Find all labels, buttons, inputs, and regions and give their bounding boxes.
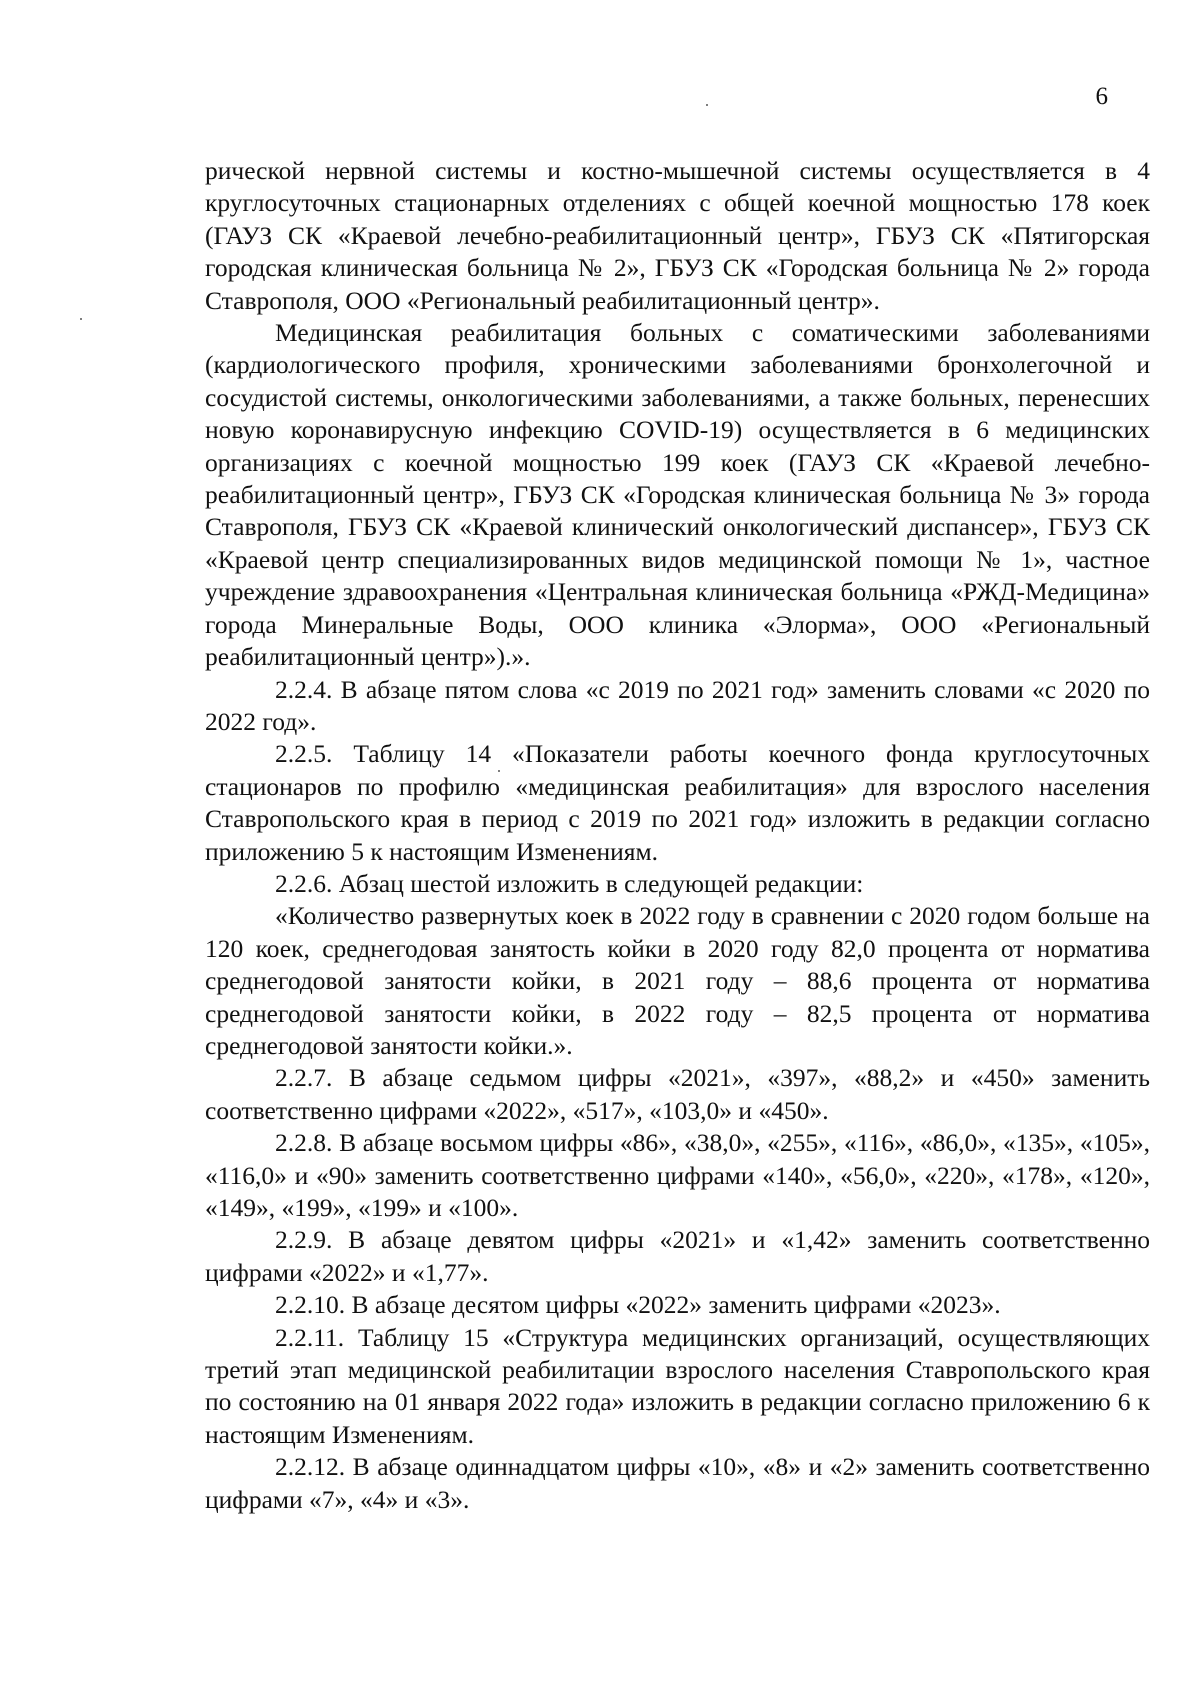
paragraph-2-2-6: 2.2.6. Абзац шестой изложить в следующей редакции: xyxy=(275,868,864,898)
paragraph-continuation: рической нервной системы и костно-мышечной системы осуществляется в 4 круглосуточных стационарных отделениях с общей коечной мощностью 178 коек (ГАУЗ СК «Краевой лечебно-реабилитационный центр», ГБУЗ СК «Пятигорская городская клиническая больница № 2», ГБУЗ СК «Городская больница № 2» города Ставрополя, ООО «Региональный реабилитационный центр». xyxy=(205,156,1150,315)
scan-speck xyxy=(498,770,500,772)
paragraph-2-2-5: 2.2.5. Таблицу 14 «Показатели работы коечного фонда круглосуточных стационаров по профилю «медицинская реабилитация» для взрослого населения Ставропольского края в период с 2019 по 2021 год» изложить в редакции согласно приложению 5 к настоящим Изменениям. xyxy=(205,739,1150,866)
page-number: 6 xyxy=(1095,83,1108,110)
paragraph-2-2-9: 2.2.9. В абзаце девятом цифры «2021» и «1,42» заменить соответственно цифрами «2022» и «1,77». xyxy=(205,1225,1150,1287)
paragraph-2-2-4: 2.2.4. В абзаце пятом слова «с 2019 по 2021 год» заменить словами «с 2020 по 2022 год». xyxy=(205,674,1150,736)
scan-speck xyxy=(80,318,82,320)
paragraph-2-2-7: 2.2.7. В абзаце седьмом цифры «2021», «397», «88,2» и «450» заменить соответственно цифрами «2022», «517», «103,0» и «450». xyxy=(205,1063,1150,1125)
paragraph-2-2-8: 2.2.8. В абзаце восьмом цифры «86», «38,0», «255», «116», «86,0», «135», «105», «116,0» и «90» заменить соответственно цифрами «140», «56,0», «220», «178», «120», «149», «199», «199» и «100». xyxy=(205,1128,1150,1222)
document-body xyxy=(205,155,1150,1516)
paragraph-2-2-12: 2.2.12. В абзаце одиннадцатом цифры «10», «8» и «2» заменить соответственно цифрами «7», «4» и «3». xyxy=(205,1452,1150,1514)
scan-speck xyxy=(706,104,708,106)
paragraph-2-2-11: 2.2.11. Таблицу 15 «Структура медицинских организаций, осуществляющих третий этап медицинской реабилитации взрослого населения Ставропольского края по состоянию на 01 января 2022 года» изложить в редакции согласно приложению 6 к настоящим Изменениям. xyxy=(205,1322,1150,1449)
paragraph-quoted-beds: «Количество развернутых коек в 2022 году в сравнении с 2020 годом больше на 120 коек, среднегодовая занятость койки в 2020 году 82,0 процента от норматива среднегодовой занятости койки, в 2021 году – 88,6 процента от норматива среднегодовой занятости койки, в 2022 году – 82,5 процента от норматива среднегодовой занятости койки.». xyxy=(205,901,1150,1060)
paragraph-somatic-rehabilitation: Медицинская реабилитация больных с соматическими заболеваниями (кардиологического профиля, хроническими заболеваниями бронхолегочной и сосудистой системы, онкологическими заболеваниями, а также больных, перенесших новую коронавирусную инфекцию COVID-19) осуществляется в 6 медицинских организациях с коечной мощностью 199 коек (ГАУЗ СК «Краевой лечебно-реабилитационный центр», ГБУЗ СК «Городская клиническая больница № 3» города Ставрополя, ГБУЗ СК «Краевой клинический онкологический диспансер», ГБУЗ СК «Краевой центр специализированных видов медицинской помощи № 1», частное учреждение здравоохранения «Центральная клиническая больница «РЖД-Медицина» города Минеральные Воды, ООО клиника «Элорма», ООО «Региональный реабилитационный центр»).». xyxy=(205,318,1150,672)
paragraph-2-2-10: 2.2.10. В абзаце десятом цифры «2022» заменить цифрами «2023». xyxy=(275,1290,1001,1320)
